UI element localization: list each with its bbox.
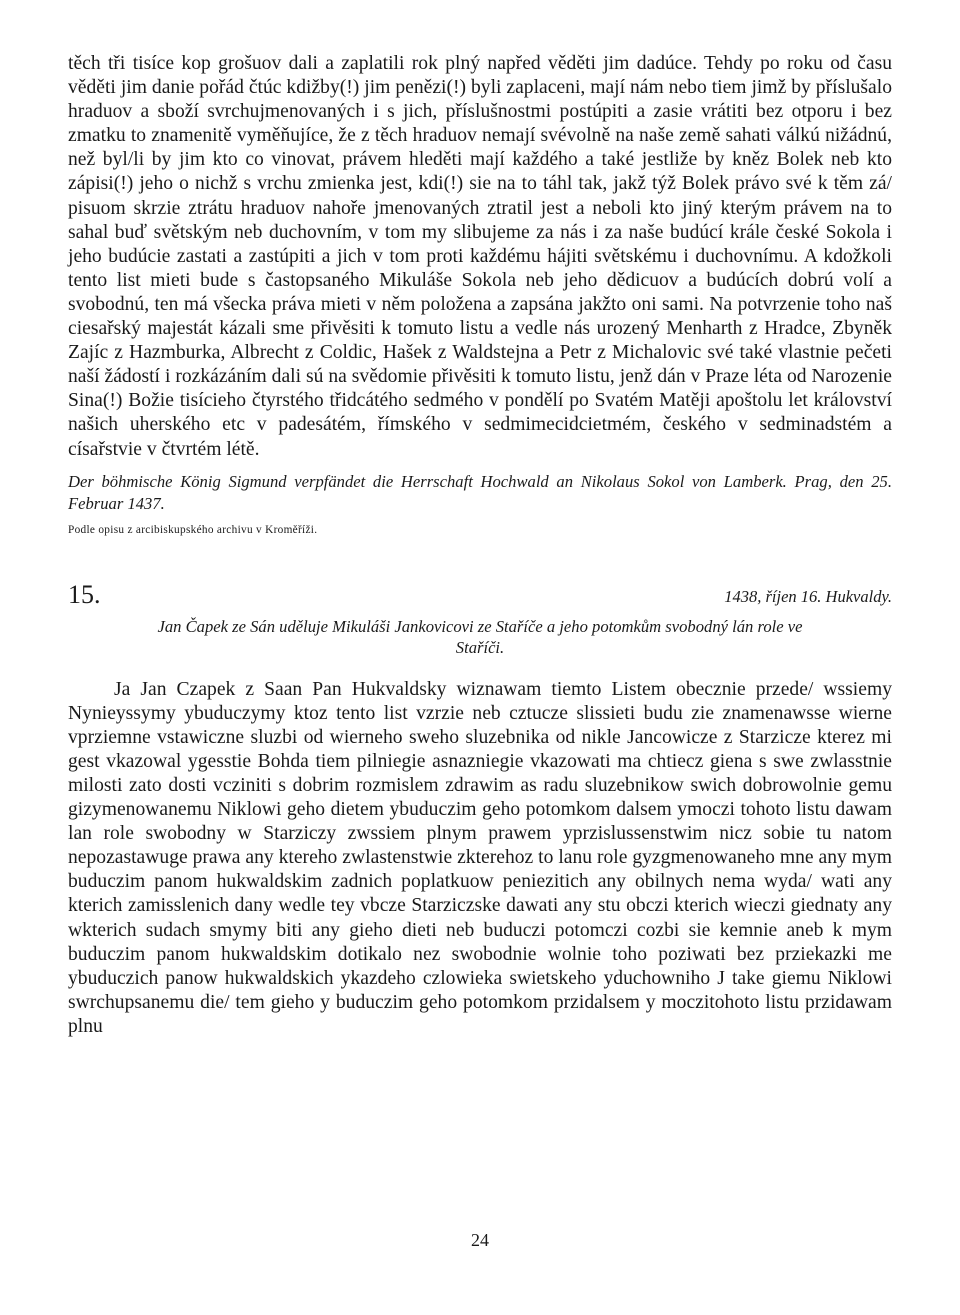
- document-date: 1438, říjen 16. Hukvaldy.: [724, 586, 892, 606]
- document-summary: Jan Čapek ze Sán uděluje Mikuláši Jankovicovi ze Staříče a jeho potomkům svobodný lán role ve Staříči.: [157, 616, 803, 657]
- source-note: Podle opisu z arcibiskupského archivu v Kroměříži.: [68, 523, 318, 536]
- german-regest-caption: Der böhmische König Sigmund verpfändet die Herrschaft Hochwald an Nikolaus Sokol von Lamberk. Prag, den 25. Februar 1437.: [68, 471, 892, 513]
- paragraph-text: těch tři tisíce kop grošuov dali a zaplatili rok plný napřed věděti jim dadúce. Tehdy po roku od času věděti jim danie pořád čtúc kdižby(!) jim penězi(!) byli zaplaceni, mají nám nebo tiem jimž by příslušalo hraduov a sboží svrchujmenovaných i s jich, příslušnostmi postúpiti a zasie vrátiti bez otporu i bez zmatku to znamenitě vyměňujíce, že z těch hraduov nemají svévolně na naše země sahati válkú nižádnú, než byl/li by jim kto co vinovat, právem hleděti mají každého a také jestliže by kněz Bolek neb kto zápisi(!) jeho o nichž s vrchu zmienka jest, kdi(!) sie na to táhl tak, jakž týž Bolek právo své k těm zá/ pisuom skrzie ztrátu hraduov nahoře jmenovaných ztratil jest a neboli kto jiný kterým právem na to sahal buď světským neb duchovním, v tom my slibujeme za nás i za naše budúcí krále české Sokola i jeho budúcie zastati a zastúpiti a jich v tom proti každému hájiti světskému i duchovnímu. A kdožkoli tento list mieti bude s častopsaného Mikuláše Sokola neb jeho dědicuov a budúcích dobrú volí a svobodnú, ten má všecka práva mieti v něm položena a zapsána jakžto oni sami. Na potvrzenie toho naš ciesařský majestát kázali sme přivěsiti k tomuto listu a vedle nás urozený Menharth z Hradce, Zbyněk Zajíc z Hazmburka, Albrecht z Coldic, Hašek z Waldstejna a Petr z Michalovic své také vlastnie pečeti naší žádostí i rozkázáním dali sú na svědomie přivěsiti k tomuto listu, jenž dán v Praze léta od Narozenie Sina(!) Božie tisícieho čtyrstého třidcátého sedmého v pondělí po Svatém Matěji apoštolu let království našich uherského etc v padesátém, římského v sedmimecidcietmém, českého v sedminadstém a císařstvie v čtvrtém létě.: [68, 53, 892, 460]
- page-content: [68, 52, 892, 1039]
- page-number: 24: [471, 1230, 489, 1250]
- document-number: 15.: [68, 579, 101, 609]
- paragraph-text: Ja Jan Czapek z Saan Pan Hukvaldsky wiznawam tiemto Listem obecznie przede/ wssiemy Nynieyssymy ybuduczymy ktoz tento list vzrzie neb cztucze slissieti budu zie znamenawsse wierne vprziemne vstawiczne sluzbi od wierneho sweho sluzebnika od nikle Jancowicze z Starzicze kterez mi gest vkazowal ygesstie Bohda tiem pilniegie asnazniegie vkazowati ma chtiecz giena s swe zwlasstnie milosti zato dosti vcziniti s dobrim rozmislem zdrawim as radu sluzebnikow swich dobrowolnie gemu gizymenowanemu Niklowi geho dietem ybuduczim geho potomkom dalsem ymoczi tohoto listu dawam lan role swobodny w Starziczy zwssiem plnym prawem yprzislussenstwim nicz sobie tu natom nepozastawuge prawa any ktereho zwlastenstwie zkterehoz to lanu role gyzgmenowaneho mne any mym buduczim panom hukwaldskim zadnich poplatkuow peniezitich any obilnych nema wyda/ wati any kterich zamisslenich dany wedle tey vbcze Starziczske dawati any stu obczi kterich wieczi giednaty any wkterich sudach smymy biti any gieho dieti neb buduczi potomczi cozbi sie kemnie aneb k mym buduczim panom hukwaldskim dotikalo nez swobodnie wolnie toho poziwati bez prziekazki me ybuduczich panow hukwaldskich ykazdeho czlowieka swietskeho yduchowniho J take giemu Niklowi swrchupsanemu die/ tem gieho y buduczim geho potomkom przidalsem y moczitohoto listu przidawam plnu: [68, 678, 892, 1037]
- document-heading: [68, 580, 892, 610]
